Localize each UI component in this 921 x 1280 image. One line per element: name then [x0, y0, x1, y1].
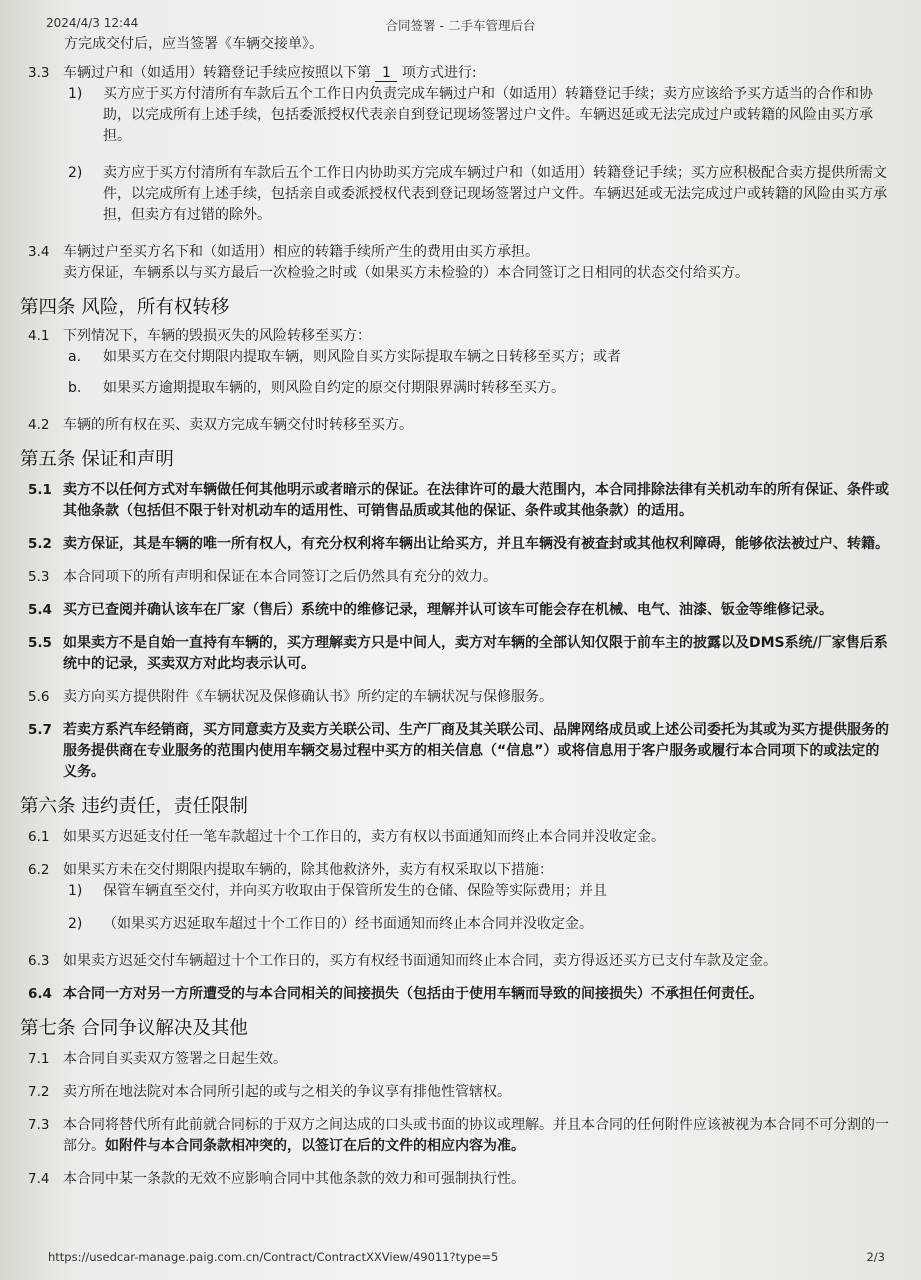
clause-text: 卖方保证，其是车辆的唯一所有权人，有充分权利将车辆出让给买方，并且车辆没有被查封或其他权利障碍，能够依法被过户、转籍。	[63, 536, 889, 552]
clause-6-3	[0, 951, 921, 972]
clause-number: 5.7	[28, 722, 52, 738]
clause-5-7	[0, 720, 921, 783]
clause-6-1	[0, 827, 921, 848]
clause-number: 6.1	[28, 829, 50, 845]
clause-number: 7.3	[28, 1117, 50, 1133]
clause-3-3-item-1	[0, 84, 921, 147]
clause-6-2-item-2	[0, 914, 921, 935]
clause-4-1-item-a	[0, 347, 921, 368]
clause-text: 如果买方迟延支付任一笔车款超过十个工作日的，卖方有权以书面通知而终止本合同并没收定金。	[63, 829, 665, 845]
section-4-title: 第四条 风险，所有权转移	[20, 297, 230, 318]
clause-3-3-item-2	[0, 163, 921, 226]
clause-3-4	[0, 242, 921, 284]
section-5-title: 第五条 保证和声明	[20, 449, 174, 470]
clause-text: 本合同将替代所有此前就合同标的于双方之间达成的口头或书面的协议或理解。并且本合同的任何附件应该被视为本合同不可分割的一部分。	[63, 1117, 889, 1154]
item-number: 2)	[68, 916, 83, 932]
clause-7-4	[0, 1169, 921, 1190]
clause-text: 如果买方未在交付期限内提取车辆的，除其他救济外，卖方有权采取以下措施：	[63, 862, 553, 878]
print-url: https://usedcar-manage.paig.com.cn/Contract/ContractXXView/49011?type=5	[48, 1250, 499, 1264]
clause-number: 5.2	[28, 536, 52, 552]
item-text: （如果买方迟延取车超过十个工作日的）经书面通知而终止本合同并没收定金。	[103, 916, 593, 932]
item-number: 1)	[68, 86, 83, 102]
clause-text: 卖方所在地法院对本合同所引起的或与之相关的争议享有排他性管辖权。	[63, 1084, 511, 1100]
clause-text: 下列情况下，车辆的毁损灭失的风险转移至买方：	[63, 328, 371, 344]
clause-number: 5.6	[28, 689, 50, 705]
clause-number: 5.4	[28, 602, 52, 618]
item-number: 1)	[68, 883, 83, 899]
clause-text: 卖方向买方提供附件《车辆状况及保修确认书》所约定的车辆状况与保修服务。	[63, 689, 553, 705]
clause-number: 6.2	[28, 862, 50, 878]
item-text: 如果买方逾期提取车辆的，则风险自约定的原交付期限界满时转移至买方。	[103, 380, 565, 396]
clause-number: 3.4	[28, 244, 50, 260]
item-text: 如果买方在交付期限内提取车辆，则风险自买方实际提取车辆之日转移至买方；或者	[103, 349, 621, 365]
clause-number: 3.3	[28, 65, 50, 81]
clause-text: 车辆过户至买方名下和（如适用）相应的转籍手续所产生的费用由买方承担。	[63, 244, 539, 260]
clause-5-1	[0, 480, 921, 522]
clause-number: 5.1	[28, 482, 52, 498]
clause-4-2	[0, 415, 921, 436]
clause-7-3	[0, 1115, 921, 1157]
print-title: 合同签署 - 二手车管理后台	[385, 18, 536, 33]
clause-5-4	[0, 600, 921, 621]
clause-5-6	[0, 687, 921, 708]
clause-text: 买方已查阅并确认该车在厂家（售后）系统中的维修记录，理解并认可该车可能会存在机械、电气、油漆、钣金等维修记录。	[63, 602, 833, 618]
clause-text: 卖方不以任何方式对车辆做任何其他明示或者暗示的保证。在法律许可的最大范围内，本合同排除法律有关机动车的所有保证、条件或其他条款（包括但不限于针对机动车的适用性、可销售品质或其他的保证、条件或其他条款）的适用。	[63, 482, 889, 519]
clause-text: 项方式进行:	[401, 65, 477, 81]
clause-number: 6.3	[28, 953, 50, 969]
clause-number: 4.2	[28, 417, 50, 433]
clause-number: 7.1	[28, 1051, 50, 1067]
clause-text: 本合同中某一条款的无效不应影响合同中其他条款的效力和可强制执行性。	[63, 1171, 525, 1187]
page-number: 2/3	[866, 1250, 885, 1264]
clause-6-4	[0, 984, 921, 1005]
print-date: 2024/4/3 12:44	[46, 16, 139, 30]
clause-text: 本合同自买卖双方签署之日起生效。	[63, 1051, 287, 1067]
clause-number: 4.1	[28, 328, 50, 344]
clause-text-cont: 卖方保证，车辆系以与买方最后一次检验之时或（如果买方未检验的）本合同签订之日相同的状态交付给买方。	[63, 265, 749, 281]
section-7-title: 第七条 合同争议解决及其他	[20, 1018, 248, 1039]
clause-text: 车辆的所有权在买、卖双方完成车辆交付时转移至买方。	[63, 417, 413, 433]
clause-3-3	[0, 63, 921, 84]
section-6-title: 第六条 违约责任，责任限制	[20, 796, 248, 817]
item-text: 卖方应于买方付清所有车款后五个工作日内协助买方完成车辆过户和（如适用）转籍登记手续；买方应积极配合卖方提供所需文件，以完成所有上述手续，包括亲自或委派授权代表到登记现场签署过户文件。车辆迟延或无法完成过户或转籍的风险由买方承担，但卖方有过错的除外。	[103, 165, 887, 223]
item-text: 买方应于买方付清所有车款后五个工作日内负责完成车辆过户和（如适用）转籍登记手续；卖方应该给予买方适当的合作和协助，以完成所有上述手续，包括委派授权代表亲自到登记现场签署过户文件。车辆迟延或无法完成过户或转籍的风险由买方承担。	[103, 86, 873, 144]
clause-4-1-item-b	[0, 378, 921, 399]
clause-5-3	[0, 567, 921, 588]
clause-number: 5.5	[28, 635, 52, 651]
clause-text: 若卖方系汽车经销商，买方同意卖方及卖方关联公司、生产厂商及其关联公司、品牌网络成员或上述公司委托为其或为买方提供服务的服务提供商在专业服务的范围内使用车辆交易过程中买方的相关信息（“信息”）或将信息用于客户服务或履行本合同项下的或法定的义务。	[63, 722, 889, 780]
clause-4-1	[0, 326, 921, 347]
item-number: b.	[68, 380, 82, 396]
clause-7-1	[0, 1049, 921, 1070]
item-number: 2)	[68, 165, 83, 181]
contract-page	[0, 34, 921, 1190]
clause-text: 本合同项下的所有声明和保证在本合同签订之后仍然具有充分的效力。	[63, 569, 497, 585]
method-blank: 1	[375, 65, 397, 82]
clause-text: 车辆过户和（如适用）转籍登记手续应按照以下第	[63, 65, 371, 81]
clause-number: 5.3	[28, 569, 50, 585]
clause-6-2-item-1	[0, 881, 921, 902]
clause-5-2	[0, 534, 921, 555]
top-line: 方完成交付后，应当签署《车辆交接单》。	[64, 36, 323, 52]
clause-text: 本合同一方对另一方所遭受的与本合同相关的间接损失（包括由于使用车辆而导致的间接损失）不承担任何责任。	[63, 986, 763, 1002]
clause-5-5	[0, 633, 921, 675]
clause-7-2	[0, 1082, 921, 1103]
clause-text: 如果卖方不是自始一直持有车辆的，买方理解卖方只是中间人，卖方对车辆的全部认知仅限于前车主的披露以及DMS系统/厂家售后系统中的记录，买卖双方对此均表示认可。	[63, 635, 888, 672]
clause-6-2	[0, 860, 921, 881]
clause-number: 7.4	[28, 1171, 50, 1187]
clause-number: 6.4	[28, 986, 52, 1002]
item-number: a.	[68, 349, 82, 365]
clause-bold-text: 如附件与本合同条款相冲突的，以签订在后的文件的相应内容为准。	[105, 1138, 525, 1154]
clause-text: 如果卖方迟延交付车辆超过十个工作日的，买方有权经书面通知而终止本合同，卖方得返还买方已支付车款及定金。	[63, 953, 777, 969]
clause-number: 7.2	[28, 1084, 50, 1100]
item-text: 保管车辆直至交付，并向买方收取由于保管所发生的仓储、保险等实际费用；并且	[103, 883, 607, 899]
